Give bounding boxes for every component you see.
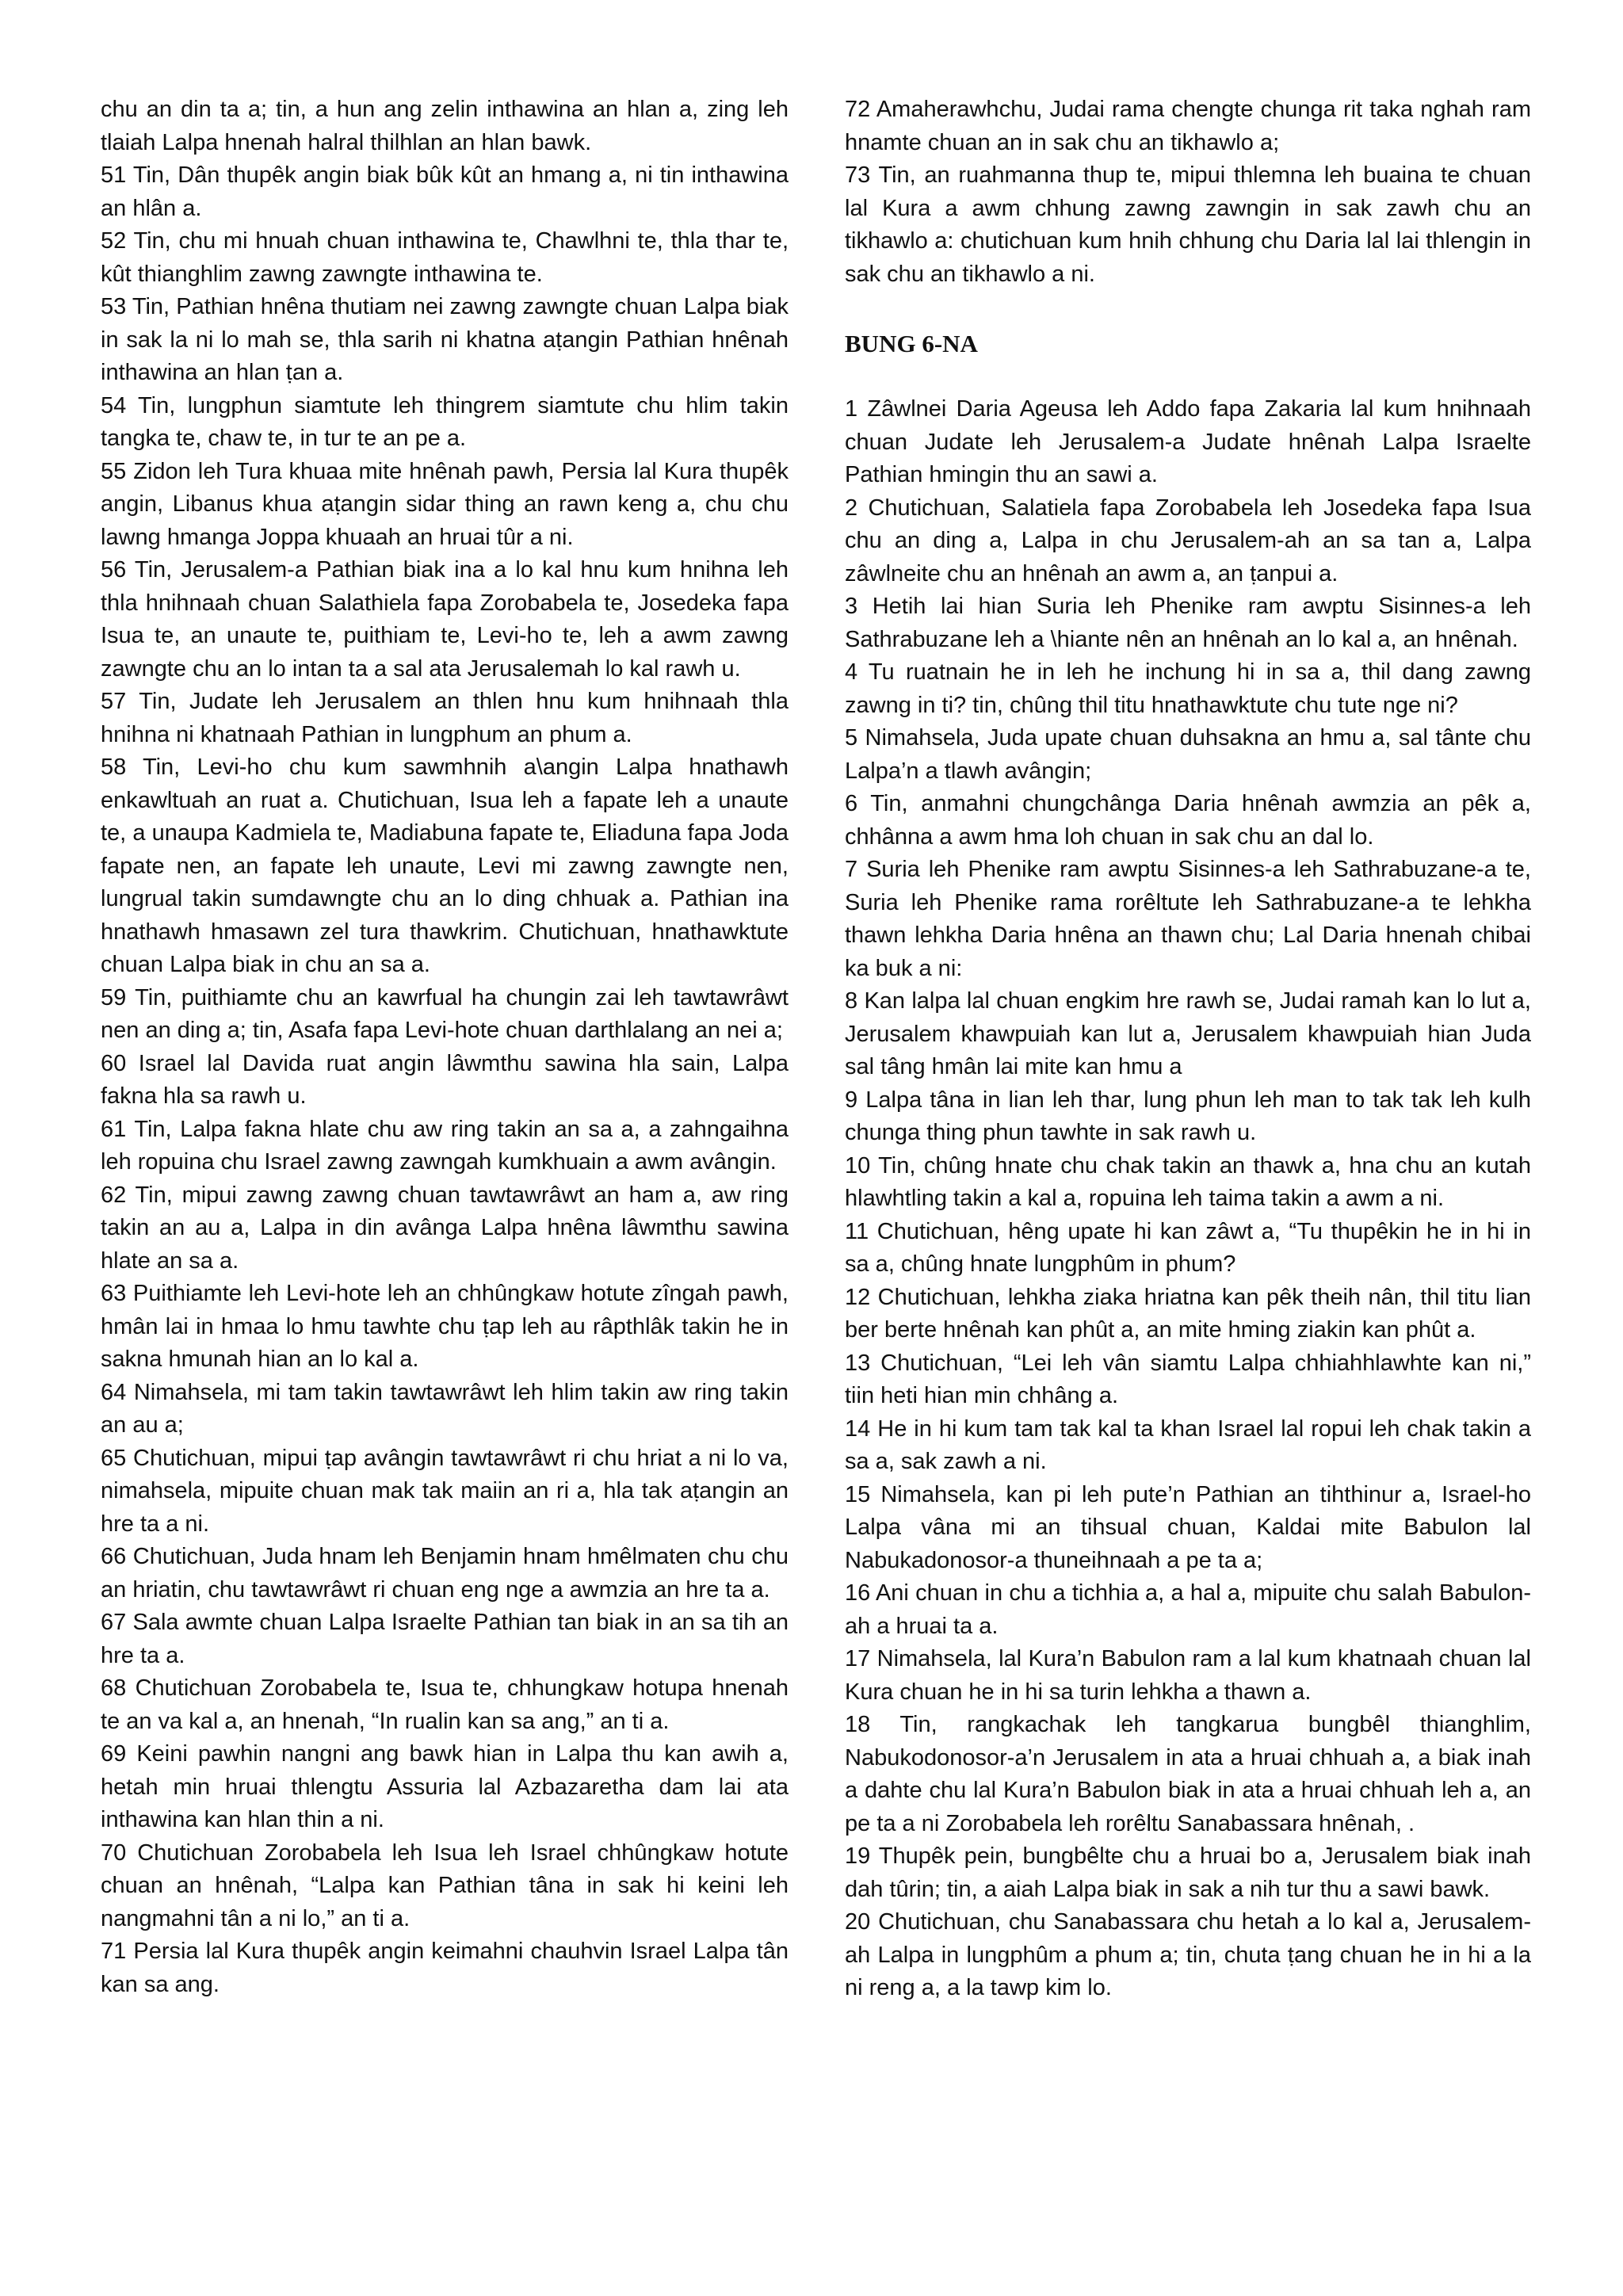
verse-paragraph: 9 Lalpa tâna in lian leh thar, lung phun leh man to tak tak leh kulh chunga thing phun tawhte in sak rawh u. <box>845 1087 1531 1145</box>
verse-paragraph: 15 Nimahsela, kan pi leh pute’n Pathian an tihthinur a, Israel-ho Lalpa vâna mi an tihsual chuan, Kaldai mite Babulon lal Nabukadonosor-a thuneihnaah a pe ta a; <box>845 1481 1531 1573</box>
verse-paragraph: 8 Kan lalpa lal chuan engkim hre rawh se, Judai ramah kan lo lut a, Jerusalem khawpuiah kan lut a, Jerusalem khawpuiah hian Juda sal tâng hmân lai mite kan hmu a <box>845 988 1531 1079</box>
verse-paragraph: 6 Tin, anmahni chungchânga Daria hnênah awmzia an pêk a, chhânna a awm hma loh chuan in sak chu an dal lo. <box>845 791 1531 850</box>
verse-paragraph: 54 Tin, lungphun siamtute leh thingrem siamtute chu hlim takin tangka te, chaw te, in tur te an pe a. <box>101 392 789 451</box>
verse-paragraph: 51 Tin, Dân thupêk angin biak bûk kût an hmang a, ni tin inthawina an hlân a. <box>101 162 789 221</box>
verse-paragraph: 61 Tin, Lalpa fakna hlate chu aw ring takin an sa a, a zahngaihna leh ropuina chu Israel zawng zawngah kumkhuain a awm avângin. <box>101 1116 789 1175</box>
verse-paragraph: 10 Tin, chûng hnate chu chak takin an thawk a, hna chu an kutah hlawhtling takin a kal a, ropuina leh taima takin a awm a ni. <box>845 1152 1531 1211</box>
verse-paragraph: 73 Tin, an ruahmanna thup te, mipui thlemna leh buaina te chuan lal Kura a awm chhung zawng zawngin in sak zawh chu an tikhawlo a: chutichuan kum hnih chhung chu Daria lal lai thlengin in sak chu an tikhawlo a ni. <box>845 162 1531 287</box>
verse-paragraph: 11 Chutichuan, hêng upate hi kan zâwt a, “Tu thupêkin he in hi in sa a, chûng hnate lungphûm in phum? <box>845 1218 1531 1277</box>
verse-paragraph: 57 Tin, Judate leh Jerusalem an thlen hnu kum hnihnaah thla hnihna ni khatnaah Pathian in lungphum an phum a. <box>101 689 789 747</box>
verse-paragraph: 65 Chutichuan, mipui ṭap avângin tawtawrâwt ri chu hriat a ni lo va, nimahsela, mipuite chuan mak tak maiin an ri a, hla tak aṭangin an hre ta a ni. <box>101 1445 789 1537</box>
verse-paragraph: chu an din ta a; tin, a hun ang zelin inthawina an hlan a, zing leh tlaiah Lalpa hnenah halral thilhlan an hlan bawk. <box>101 97 789 155</box>
verse-paragraph: 14 He in hi kum tam tak kal ta khan Israel lal ropui leh chak takin a sa a, sak zawh a ni. <box>845 1415 1531 1474</box>
verse-paragraph: 12 Chutichuan, lehkha ziaka hriatna kan pêk theih nân, thil titu lian ber berte hnênah kan phût a, an mite hming ziakin kan phût a. <box>845 1284 1531 1343</box>
verse-paragraph: 56 Tin, Jerusalem-a Pathian biak ina a lo kal hnu kum hnihna leh thla hnihnaah chuan Salathiela fapa Zorobabela te, Josedeka fapa Isua te, an unaute te, puithiam te, Levi-ho te, leh a awm zawng zawngte chu an lo intan ta a sal ata Jerusalemah lo kal rawh u. <box>101 557 789 682</box>
verse-paragraph: 17 Nimahsela, lal Kura’n Babulon ram a lal kum khatnaah chuan lal Kura chuan he in hi sa turin lehkha a thawn a. <box>845 1646 1531 1705</box>
verse-paragraph: 66 Chutichuan, Juda hnam leh Benjamin hnam hmêlmaten chu chu an hriatin, chu tawtawrâwt ri chuan eng nge a awmzia an hre ta a. <box>101 1544 789 1603</box>
verse-paragraph: 16 Ani chuan in chu a tichhia a, a hal a, mipuite chu salah Babulon-ah a hruai ta a. <box>845 1580 1531 1639</box>
verse-paragraph: 7 Suria leh Phenike ram awptu Sisinnes-a leh Sathrabuzane-a te, Suria leh Phenike rama rorêltute leh Sathrabuzane-a te lehkha thawn lehkha Daria hnêna an thawn chu; Lal Daria hnenah chibai ka buk a ni: <box>845 857 1531 981</box>
verse-paragraph: 18 Tin, rangkachak leh tangkarua bungbêl thianghlim, Nabukodonosor-a’n Jerusalem in ata a hruai chhuah a, a biak inah a dahte chu lal Kura’n Babulon biak in ata a hruai chhuah leh a, an pe ta a ni Zorobabela leh rorêltu Sanabassara hnênah, . <box>845 1712 1531 1836</box>
verse-paragraph: 4 Tu ruatnain he in leh he inchung hi in sa a, thil dang zawng zawng in ti? tin, chûng thil titu hnathawktute chu tute nge ni? <box>845 659 1531 718</box>
verse-paragraph: 2 Chutichuan, Salatiela fapa Zorobabela leh Josedeka fapa Isua chu an ding a, Lalpa in chu Jerusalem-ah an sa tan a, Lalpa zâwlneite chu an hnênah an awm a, an ṭanpui a. <box>845 495 1531 586</box>
verse-paragraph: 62 Tin, mipui zawng zawng chuan tawtawrâwt an ham a, aw ring takin an au a, Lalpa in din avânga Lalpa hnêna lâwmthu sawina hlate an sa a. <box>101 1182 789 1274</box>
verse-paragraph: 5 Nimahsela, Juda upate chuan duhsakna an hmu a, sal tânte chu Lalpa’n a tlawh avângin; <box>845 725 1531 784</box>
verse-paragraph: 63 Puithiamte leh Levi-hote leh an chhûngkaw hotute zîngah pawh, hmân lai in hmaa lo hmu tawhte chu ṭap leh au râpthlâk takin he in sakna hmunah hian an lo kal a. <box>101 1281 789 1372</box>
verse-paragraph: 72 Amaherawhchu, Judai rama chengte chunga rit taka nghah ram hnamte chuan an in sak chu an tikhawlo a; <box>845 97 1531 155</box>
verse-paragraph: 69 Keini pawhin nangni ang bawk hian in Lalpa thu kan awih a, hetah min hruai thlengtu Assuria lal Azbazaretha dam lai ata inthawina kan hlan thin a ni. <box>101 1741 789 1832</box>
verse-paragraph: 71 Persia lal Kura thupêk angin keimahni chauhvin Israel Lalpa tân kan sa ang. <box>101 1939 789 1997</box>
verse-paragraph: 58 Tin, Levi-ho chu kum sawmhnih a\angin Lalpa hnathawh enkawltuah an ruat a. Chutichuan, Isua leh a fapate leh a unaute te, a unaupa Kadmiela te, Madiabuna fapate te, Eliaduna fapa Joda fapate nen, an fapate leh unaute, Levi mi zawng zawngte nen, lungrual takin sumdawngte chu an lo ding chhuak a. Pathian ina hnathawh hmasawn zel tura thawkrim. Chutichuan, hnathawktute chuan Lalpa biak in chu an sa a. <box>101 755 789 977</box>
verse-paragraph: 55 Zidon leh Tura khuaa mite hnênah pawh, Persia lal Kura thupêk angin, Libanus khua aṭangin sidar thing an rawn keng a, chu chu lawng hmanga Joppa khuaah an hruai tûr a ni. <box>101 458 789 550</box>
verse-paragraph: 60 Israel lal Davida ruat angin lâwmthu sawina hla sain, Lalpa fakna hla sa rawh u. <box>101 1050 789 1109</box>
verse-paragraph: 59 Tin, puithiamte chu an kawrfual ha chungin zai leh tawtawrâwt nen an ding a; tin, Asafa fapa Levi-hote chuan darthlalang an nei a; <box>101 984 789 1043</box>
verse-paragraph: 70 Chutichuan Zorobabela leh Isua leh Israel chhûngkaw hotute chuan an hnênah, “Lalpa kan Pathian tâna in sak hi keini leh nangmahni tân a ni lo,” an ti a. <box>101 1839 789 1931</box>
left-column <box>101 94 789 2001</box>
chapter-heading: BUNG 6-NA <box>845 330 978 357</box>
verse-paragraph: 53 Tin, Pathian hnêna thutiam nei zawng zawngte chuan Lalpa biak in sak la ni lo mah se, thla sarih ni khatna aṭangin Pathian hnênah inthawina an hlan ṭan a. <box>101 294 789 385</box>
verse-paragraph: 68 Chutichuan Zorobabela te, Isua te, chhungkaw hotupa hnenah te an va kal a, an hnenah, “In rualin kan sa ang,” an ti a. <box>101 1675 789 1734</box>
verse-paragraph: 20 Chutichuan, chu Sanabassara chu hetah a lo kal a, Jerusalem-ah Lalpa in lungphûm a phum a; tin, chuta ṭang chuan he in hi a la ni reng a, a la tawp kim lo. <box>845 1909 1531 2000</box>
right-column <box>845 94 1531 2005</box>
verse-paragraph: 19 Thupêk pein, bungbêlte chu a hruai bo a, Jerusalem biak inah dah tûrin; tin, a aiah Lalpa biak in sak a nih tur thu a sawi bawk. <box>845 1843 1531 1902</box>
verse-paragraph: 3 Hetih lai hian Suria leh Phenike ram awptu Sisinnes-a leh Sathrabuzane leh a \hiante nên an hnênah an lo kal a, an hnênah. <box>845 594 1531 652</box>
verse-paragraph: 52 Tin, chu mi hnuah chuan inthawina te, Chawlhni te, thla thar te, kût thianghlim zawng zawngte inthawina te. <box>101 228 789 287</box>
verse-paragraph: 13 Chutichuan, “Lei leh vân siamtu Lalpa chhiahhlawhte kan ni,” tiin heti hian min chhâng a. <box>845 1350 1531 1408</box>
verse-paragraph: 67 Sala awmte chuan Lalpa Israelte Pathian tan biak in an sa tih an hre ta a. <box>101 1610 789 1668</box>
verse-paragraph: 64 Nimahsela, mi tam takin tawtawrâwt leh hlim takin aw ring takin an au a; <box>101 1379 789 1438</box>
verse-paragraph: 1 Zâwlnei Daria Ageusa leh Addo fapa Zakaria lal kum hnihnaah chuan Judate leh Jerusalem-a Judate hnênah Lalpa Israelte Pathian hmingin thu an sawi a. <box>845 396 1531 487</box>
